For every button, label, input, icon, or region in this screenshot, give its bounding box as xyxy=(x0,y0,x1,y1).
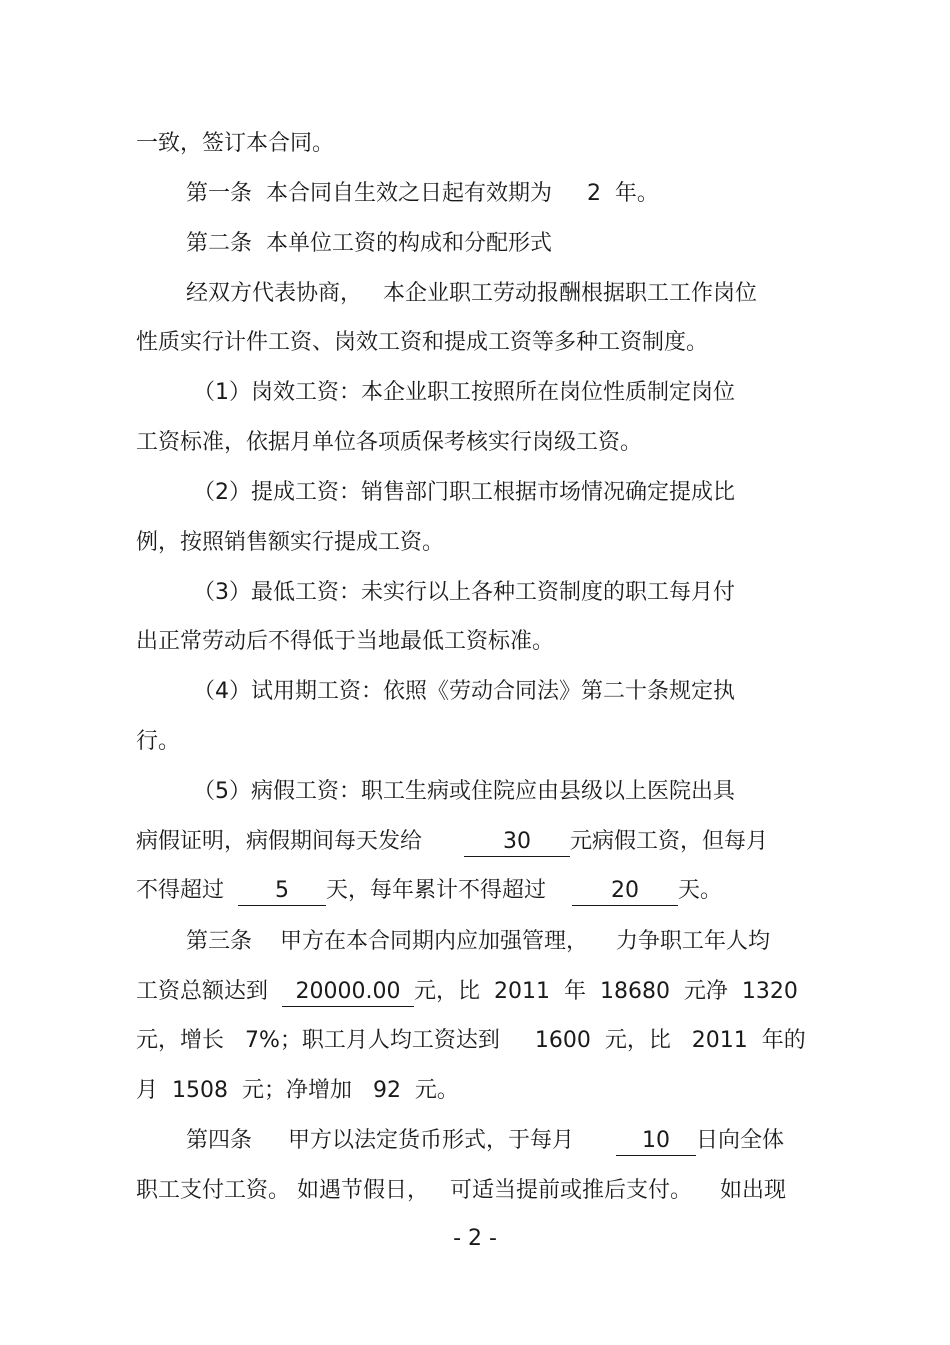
filled-blank: 20000.00 xyxy=(282,978,414,1007)
salary-target-line xyxy=(136,975,798,1009)
text-line: 一致，签订本合同。 xyxy=(136,131,335,156)
article-1-line: 第一条 本合同自生效之日起有效期为 2 年。 xyxy=(186,181,659,206)
text-segment: 工资总额达到 xyxy=(136,979,269,1004)
text-segment: 不得超过 xyxy=(136,878,225,903)
sick-pay-limit-line xyxy=(136,874,722,908)
text-line: 经双方代表协商， 本企业职工劳动报酬根据职工工作岗位 xyxy=(186,281,757,306)
article-4-line xyxy=(186,1124,784,1158)
clause-5-line: （5）病假工资：职工生病或住院应由县级以上医院出具 xyxy=(193,779,735,804)
text-segment: 天，每年累计不得超过 xyxy=(326,878,547,903)
text-segment: 第四条 xyxy=(186,1128,253,1153)
text-segment: 天。 xyxy=(678,878,723,903)
clause-3-line: （3）最低工资：未实行以上各种工资制度的职工每月付 xyxy=(193,580,735,605)
filled-blank: 10 xyxy=(616,1127,696,1156)
text-line: 职工支付工资。 如遇节假日， 可适当提前或推后支付。 如出现 xyxy=(136,1178,786,1203)
text-line: 工资标准，依据月单位各项质保考核实行岗级工资。 xyxy=(136,430,643,455)
text-segment: 病假证明，病假期间每天发给 xyxy=(136,829,423,854)
sick-pay-line xyxy=(136,825,768,859)
text-line: 性质实行计件工资、岗效工资和提成工资等多种工资制度。 xyxy=(136,330,709,355)
text-line: 出正常劳动后不得低于当地最低工资标准。 xyxy=(136,629,555,654)
filled-blank: 20 xyxy=(572,877,678,906)
page-number: - 2 - xyxy=(453,1226,497,1251)
clause-1-line: （1）岗效工资：本企业职工按照所在岗位性质制定岗位 xyxy=(193,380,735,405)
text-line: 元，增长 7%；职工月人均工资达到 1600 元，比 2011 年的 xyxy=(136,1028,806,1053)
article-3-line: 第三条 甲方在本合同期内应加强管理， 力争职工年人均 xyxy=(186,929,770,954)
text-segment: 日向全体 xyxy=(696,1128,785,1153)
clause-2-line: （2）提成工资：销售部门职工根据市场情况确定提成比 xyxy=(193,480,735,505)
clause-4-line: （4）试用期工资：依照《劳动合同法》第二十条规定执 xyxy=(193,679,735,704)
text-segment: 元病假工资，但每月 xyxy=(570,829,769,854)
text-line: 例，按照销售额实行提成工资。 xyxy=(136,530,445,555)
filled-blank: 5 xyxy=(238,877,326,906)
text-segment: 元，比 2011 年 18680 元净 1320 xyxy=(414,979,798,1004)
article-2-heading: 第二条 本单位工资的构成和分配形式 xyxy=(186,231,552,256)
text-line: 月 1508 元；净增加 92 元。 xyxy=(136,1078,459,1103)
filled-blank: 30 xyxy=(464,828,570,857)
text-line: 行。 xyxy=(136,729,181,754)
text-segment: 甲方以法定货币形式，于每月 xyxy=(288,1128,575,1153)
